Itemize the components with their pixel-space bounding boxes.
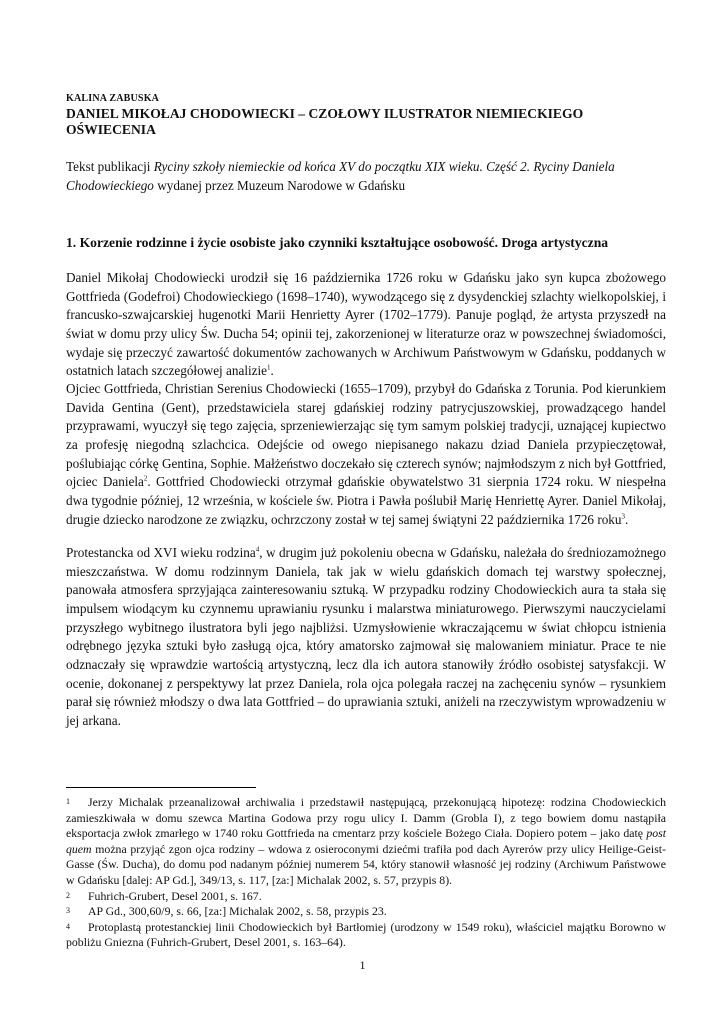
publication-title: Ryciny szkoły niemieckie od końca XV do początku XIX wieku. Część 2. Ryciny Daniela Chodowieckiego (66, 159, 615, 193)
article-title: DANIEL MIKOŁAJ CHODOWIECKI – CZOŁOWY ILUSTRATOR NIEMIECKIEGO OŚWIECENIA (66, 106, 584, 137)
footnote-ref-2[interactable]: 2 (143, 474, 148, 483)
footnotes (66, 795, 666, 951)
paragraph-3-text-a: Protestancka od XVI wieku rodzina (66, 545, 256, 560)
footnote-separator (66, 787, 256, 788)
footnote-3 (66, 904, 666, 920)
footnote-ref-4[interactable]: 4 (255, 545, 260, 554)
publication-info-prefix: Tekst publikacji (66, 159, 154, 174)
paragraph-1-tail: . (270, 363, 274, 379)
footnote-text: Fuhrich-Grubert, Desel 2001, s. 167. (88, 888, 262, 903)
publication-info-suffix: wydanej przez Muzeum Narodowe w Gdańsku (153, 178, 406, 193)
paragraph-2 (66, 380, 666, 529)
footnote-1 (66, 795, 666, 889)
footnote-text: Protoplastą protestanckiej linii Chodowieckich był Bartłomiej (urodzony w 1549 roku), właściciel majątku Borowno w pobliżu Gniezna (Fuhrich-Grubert, Desel 2001, s. 163–64). (66, 919, 666, 950)
paragraph-2-tail: . (625, 511, 629, 527)
footnote-number: 1 (66, 797, 70, 806)
footnote-ref-1[interactable]: 1 (267, 363, 271, 372)
footnote-italic: post quem (66, 826, 666, 856)
footnote-number: 2 (66, 890, 70, 900)
publication-info (66, 157, 666, 195)
paragraph-2-text-b: . Gottfried Chodowiecki otrzymał gdańskie obywatelstwo 31 sierpnia 1724 roku. W niespełna dwa tygodnie później, 12 września, w kościele św. Piotra i Pawła poślubił Marię Henriettę Ayrer. Daniel Mikołaj, drugie dziecko narodzone ze związku, ochrzczony został w tej samej świątyni 22 października 1726 roku (66, 474, 666, 527)
author-name: KALINA ZABUSKA (66, 93, 160, 104)
footnote-number: 3 (66, 906, 70, 916)
paragraph-3 (66, 544, 666, 731)
paragraph-1 (66, 269, 666, 381)
paragraph-3-text-b: , w drugim już pokoleniu obecna w Gdańsku, należała do średniozamożnego mieszczaństwa. W domu rodzinnym Daniela, tak jak w wielu gdańskich domach tej warstwy społecznej, panowała atmosfera sprzyjająca zainteresowaniu sztuką. W przypadku rodziny Chodowieckich aura ta stała się impulsem wiodącym ku czynnemu uprawianiu rysunku i malarstwa miniaturowego. Pierwszymi nauczycielami przyszłego wybitnego ilustratora byli jego najbliżsi. Uzmysłowienie wkraczającemu w świat chłopcu istnienia odrębnego języka sztuki było zasługą ojca, który amatorsko zajmował się malowaniem miniatur. Prace te nie odznaczały się wprawdzie wartością artystyczną, lecz dla ich autora stanowiły źródło osobistej satysfakcji. W ocenie, dokonanej z perspektywy lat przez Daniela, rola ojca polegała raczej na zachęceniu synów – rysunkiem parał się również młodszy o dwa lata Gottfried – do uprawiania sztuki, aniżeli na rzeczywistym wprowadzeniu w jej arkana. (66, 545, 666, 728)
footnote-text: AP Gd., 300,60/9, s. 66, [za:] Michalak 2002, s. 58, przypis 23. (88, 904, 387, 919)
paragraph-2-text-a: Ojciec Gottfrieda, Christian Serenius Chodowiecki (1655–1709), przybył do Gdańska z Torunia. Pod kierunkiem Davida Gentina (Gent), przedstawiciela starej gdańskiej rodziny patrycjuszowskiej, prowadzącego handel przyprawami, wyuczył się tego zajęcia, sprzeniewierzając się tym samym polskiej tradycji, uznającej kupiectwo za profesję niegodną szlachcica. Odejście od owego niepisanego nakazu dziad Daniela przypieczętował, poślubiając córkę Gentina, Sophie. Małżeństwo doczekało się czterech synów; najmłodszym z nich był Gottfried, ojciec Daniela (66, 381, 666, 490)
footnote-text: Jerzy Michalak przeanalizował archiwalia i przedstawił następującą, przekonującą hipotezę: rodzina Chodowieckich zamieszkiwała w domu szewca Martina Godowa przy rogu ulicy I. Damm (Grobla I), z tego bowiem domu nastąpiła eksportacja zwłok zmarłego w 1740 roku Gottfrieda na cmentarz przy kościele Bożego Ciała. Dopiero potem – jako datę (66, 795, 666, 841)
page-number: 1 (359, 958, 366, 972)
footnote-2 (66, 889, 666, 905)
footnote-number: 4 (66, 921, 70, 931)
footnote-text-continued: można przyjąć zgon ojca rodziny – wdowa z osieroconymi dziećmi trafiła pod dach Ayrerów przy ulicy Heilige-Geist-Gasse (Św. Ducha), do domu pod nadanym później numerem 54, który stanowił własność jej rodziny (Archiwum Państwowe w Gdańsku [dalej: AP Gd.], 349/13, s. 117, [za:] Michalak 2002, s. 57, przypis 8). (66, 841, 666, 887)
section-heading: 1. Korzenie rodzinne i życie osobiste jako czynniki kształtujące osobowość. Droga artystyczna (66, 235, 609, 250)
footnote-4 (66, 920, 666, 951)
footnote-ref-3[interactable]: 3 (621, 512, 625, 521)
paragraph-1-text: Daniel Mikołaj Chodowiecki urodził się 16 października 1726 roku w Gdańsku jako syn kupca zbożowego Gottfrieda (Godefroi) Chodowieckiego (1698–1740), wywodzącego się z dysydenckiej szlachty wielkopolskiej, i francusko-szwajcarskiej hugenotki Marii Henrietty Ayrer (1702–1779). Panuje pogląd, że artysta przyszedł na świat w domu przy ulicy Św. Ducha 54; opinii tej, zakorzenionej w literaturze oraz w powszechnej świadomości, wydaje się przeczyć zawartość dokumentów zachowanych w Archiwum Państwowym w Gdańsku, poddanych w ostatnich latach szczegółowej analizie (66, 270, 666, 379)
